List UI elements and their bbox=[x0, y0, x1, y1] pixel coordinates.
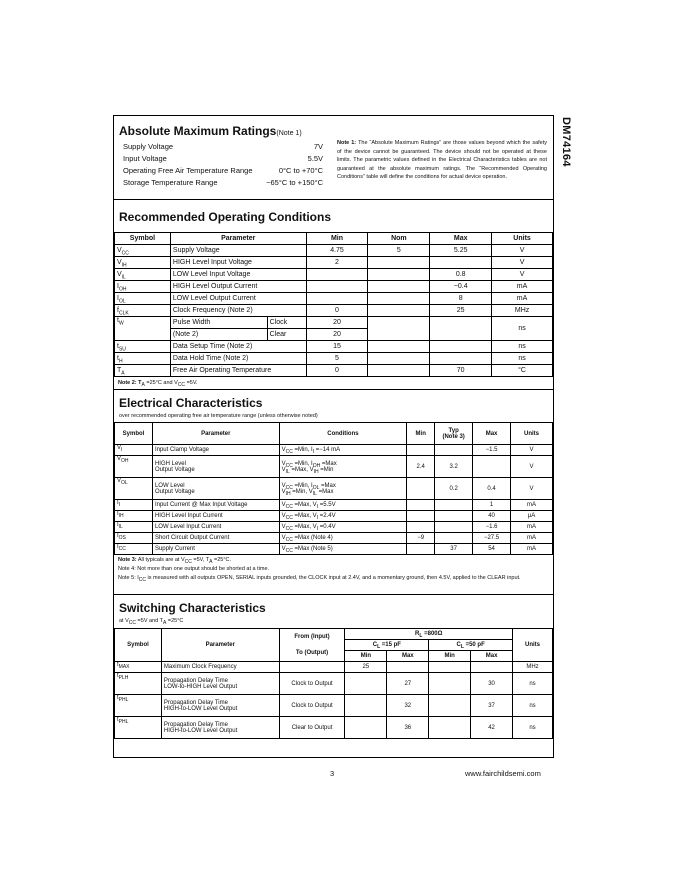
symbol-cell: $t_W$ bbox=[115, 317, 171, 341]
table-row: $I_I$ Input Current @ Max Input Voltage $V_{CC} =Max$, $V_I =5.5V$ 1 mA bbox=[115, 500, 553, 511]
table-row: $f_{MAX}$ Maximum Clock Frequency 25 MHz bbox=[115, 662, 553, 673]
symbol-cell: $V_{CC}$ bbox=[115, 245, 171, 257]
page-number: 3 bbox=[330, 769, 335, 778]
table-row: $I_{CC}$ Supply Current $V_{CC} =Max$ (Note 5) 37 54 mA bbox=[115, 544, 553, 555]
sc-subtitle: at $V_{CC} =5V$ and $T_A =25^\circ C$ bbox=[119, 618, 184, 627]
symbol-cell: $V_{IL}$ bbox=[115, 269, 171, 281]
symbol-cell: $t_{SU}$ bbox=[115, 341, 171, 353]
footer-url[interactable]: www.fairchildsemi.com bbox=[465, 769, 541, 778]
ec-subtitle: over recommended operating free air temperature range (unless otherwise noted) bbox=[119, 413, 318, 419]
side-part-number: DM74164 bbox=[560, 117, 572, 167]
symbol-cell: $V_I$ bbox=[115, 445, 153, 456]
note-2: Note 2: $T_A =25^\circ C$ and $V_{CC} =5V$. bbox=[118, 380, 198, 389]
symbol-cell: $f_{MAX}$ bbox=[115, 662, 162, 673]
divider bbox=[114, 199, 553, 200]
symbol-cell: $I_{IL}$ bbox=[115, 522, 153, 533]
symbol-cell: $V_{IH}$ bbox=[115, 257, 171, 269]
ec-table: Symbol Parameter Conditions Min Typ (Note 3) Max Units $V_I$ Input Clamp Voltage $V_{CC} =Min$, $I_I =-14$ mA −1.5 V $V_{OH}$ HIGH Level Output Voltage $V_{CC} =Min$, $I_{OH} =Max$ $V_{IL} =Max$, $V_{IH} =Min$ 2.4 3.2 V $V_{OL}$ LOW Level Output Voltage $V_{CC} =Min$, $I_{OL} =Max$ $V_{IH} =Min$, $V_{IL} =Max$ 0.2 0.4 V $I_I$ Input Current @ Max Input Voltage $V_{CC} =Max$, $V_I =5.5V$ 1 mA $I_{IH}$ HIGH Level Input Current $V_{CC} =Max$, $V_I =2.4V$ 40 μA $I_{IL}$ LOW Level Input Current $V_{CC} =Max$, $V_I =0.4V$ −1.6 mA $I_{OS}$ Short Circuit Output Current $V_{CC} =Max$ (Note 4) −9 −27.5 mA $I_{CC}$ Supply Current $V_{CC} =Max$ (Note 5) 37 54 mA bbox=[114, 422, 553, 555]
abs-max-title: Absolute Maximum Ratings(Note 1) bbox=[119, 124, 302, 138]
sc-title: Switching Characteristics bbox=[119, 601, 266, 615]
symbol-cell: $I_{CC}$ bbox=[115, 544, 153, 555]
symbol-cell: $t_{PHL}$ bbox=[115, 695, 162, 717]
abs-max-row: Operating Free Air Temperature Range 0°C to +70°C bbox=[123, 166, 323, 175]
symbol-cell: $I_{OL}$ bbox=[115, 293, 171, 305]
sc-table: Symbol Parameter From (Input) To (Output) $R_L =800\Omega$ Units $C_L =15$ pF $C_L =50$ pF Min Max Min Max $f_{MAX}$ Maximum Clock Frequency 25 MHz $t_{PLH}$ Propagation Delay Time LOW-to-HIGH Level Output Clock to Output 27 30 ns $t_{PHL}$ Propagation Delay Time HIGH-to-LOW Level Output Clock to Output 32 37 ns $t_{PHL}$ Propagation Delay Time HIGH-to-LOW Level Output Clear to Output 36 42 ns bbox=[114, 628, 553, 739]
ec-title: Electrical Characteristics bbox=[119, 396, 263, 410]
table-row: $f_{CLK}$ Clock Frequency (Note 2) 0 25 MHz bbox=[115, 305, 553, 317]
abs-max-list bbox=[123, 141, 323, 189]
ec-notes: Note 3: All typicals are at $V_{CC} =5V$, $T_A =25^\circ C$. Note 4: Not more than one output should be shorted at a time. Note 5: $I_{CC}$ is measured with all outputs OPEN, SERIAL inputs grounded, the CLOCK input at 2.4V, and a momentary ground, then 4.5V, applied to the CLEAR input. bbox=[118, 557, 521, 584]
table-row: $t_{PHL}$ Propagation Delay Time HIGH-to-LOW Level Output Clock to Output 32 37 ns bbox=[115, 695, 553, 717]
table-row: $t_{SU}$ Data Setup Time (Note 2) 15 ns bbox=[115, 341, 553, 353]
table-row: $V_{IH}$ HIGH Level Input Voltage 2 V bbox=[115, 257, 553, 269]
table-row: $t_{PHL}$ Propagation Delay Time HIGH-to-LOW Level Output Clear to Output 36 42 ns bbox=[115, 717, 553, 739]
symbol-cell: $V_{OH}$ bbox=[115, 456, 153, 478]
table-row: $I_{OH}$ HIGH Level Output Current −0.4 mA bbox=[115, 281, 553, 293]
symbol-cell: $t_{PHL}$ bbox=[115, 717, 162, 739]
table-row: $V_{OL}$ LOW Level Output Voltage $V_{CC} =Min$, $I_{OL} =Max$ $V_{IH} =Min$, $V_{IL} =Max$ 0.2 0.4 V bbox=[115, 478, 553, 500]
symbol-cell: $t_H$ bbox=[115, 353, 171, 365]
roc-table: Symbol Parameter Min Nom Max Units $V_{CC}$ Supply Voltage 4.75 5 5.25 V $V_{IH}$ HIGH Level Input Voltage 2 V $V_{IL}$ LOW Level Input Voltage 0.8 V $I_{OH}$ HIGH Level Output Current −0.4 mA $I_{OL}$ LOW Level Output Current 8 mA $f_{CLK}$ Clock Frequency (Note 2) 0 25 MHz $t_W$ Pulse Width Clock 20 ns (Note 2) Clear 20 $t_{SU}$ Data Setup Time (Note 2) 15 ns $t_H$ Data Hold Time (Note 2) 5 ns $T_A$ Free Air Operating Temperature 0 70 °C bbox=[114, 232, 553, 377]
symbol-cell: $f_{CLK}$ bbox=[115, 305, 171, 317]
table-row: $t_{PLH}$ Propagation Delay Time LOW-to-HIGH Level Output Clock to Output 27 30 ns bbox=[115, 673, 553, 695]
symbol-cell: $T_A$ bbox=[115, 365, 171, 377]
table-row: $I_{IL}$ LOW Level Input Current $V_{CC} =Max$, $V_I =0.4V$ −1.6 mA bbox=[115, 522, 553, 533]
symbol-cell: $V_{OL}$ bbox=[115, 478, 153, 500]
table-row: $T_A$ Free Air Operating Temperature 0 70 °C bbox=[115, 365, 553, 377]
table-row: (Note 2) Clear 20 bbox=[115, 329, 553, 341]
table-row: $I_{OL}$ LOW Level Output Current 8 mA bbox=[115, 293, 553, 305]
divider bbox=[114, 389, 553, 390]
abs-max-row: Storage Temperature Range −65°C to +150°C bbox=[123, 178, 323, 187]
table-row: $V_{CC}$ Supply Voltage 4.75 5 5.25 V bbox=[115, 245, 553, 257]
symbol-cell: $t_{PLH}$ bbox=[115, 673, 162, 695]
table-row: $V_{OH}$ HIGH Level Output Voltage $V_{CC} =Min$, $I_{OH} =Max$ $V_{IL} =Max$, $V_{IH} =Min$ 2.4 3.2 V bbox=[115, 456, 553, 478]
roc-title: Recommended Operating Conditions bbox=[119, 210, 332, 224]
table-row: $t_W$ Pulse Width Clock 20 ns bbox=[115, 317, 553, 329]
symbol-cell: $I_{OH}$ bbox=[115, 281, 171, 293]
abs-max-row: Supply Voltage 7V bbox=[123, 142, 323, 151]
table-row: $V_I$ Input Clamp Voltage $V_{CC} =Min$, $I_I =-14$ mA −1.5 V bbox=[115, 445, 553, 456]
symbol-cell: $I_{OS}$ bbox=[115, 533, 153, 544]
table-row: $t_H$ Data Hold Time (Note 2) 5 ns bbox=[115, 353, 553, 365]
symbol-cell: $I_I$ bbox=[115, 500, 153, 511]
divider bbox=[114, 594, 553, 595]
abs-max-row: Input Voltage 5.5V bbox=[123, 154, 323, 163]
table-row: $I_{IH}$ HIGH Level Input Current $V_{CC} =Max$, $V_I =2.4V$ 40 μA bbox=[115, 511, 553, 522]
symbol-cell: $I_{IH}$ bbox=[115, 511, 153, 522]
table-row: $I_{OS}$ Short Circuit Output Current $V_{CC} =Max$ (Note 4) −9 −27.5 mA bbox=[115, 533, 553, 544]
note-1: Note 1: The “Absolute Maximum Ratings” are those values beyond which the safety of the device cannot be guaranteed. The device should not be operated at these limits. The parametric values defined in the Electrical Characteristics tables are not guaranteed at the absolute maximum ratings. The “Recommended Operating Conditions” table will define the conditions for actual device operation. bbox=[337, 140, 547, 180]
table-row: $V_{IL}$ LOW Level Input Voltage 0.8 V bbox=[115, 269, 553, 281]
